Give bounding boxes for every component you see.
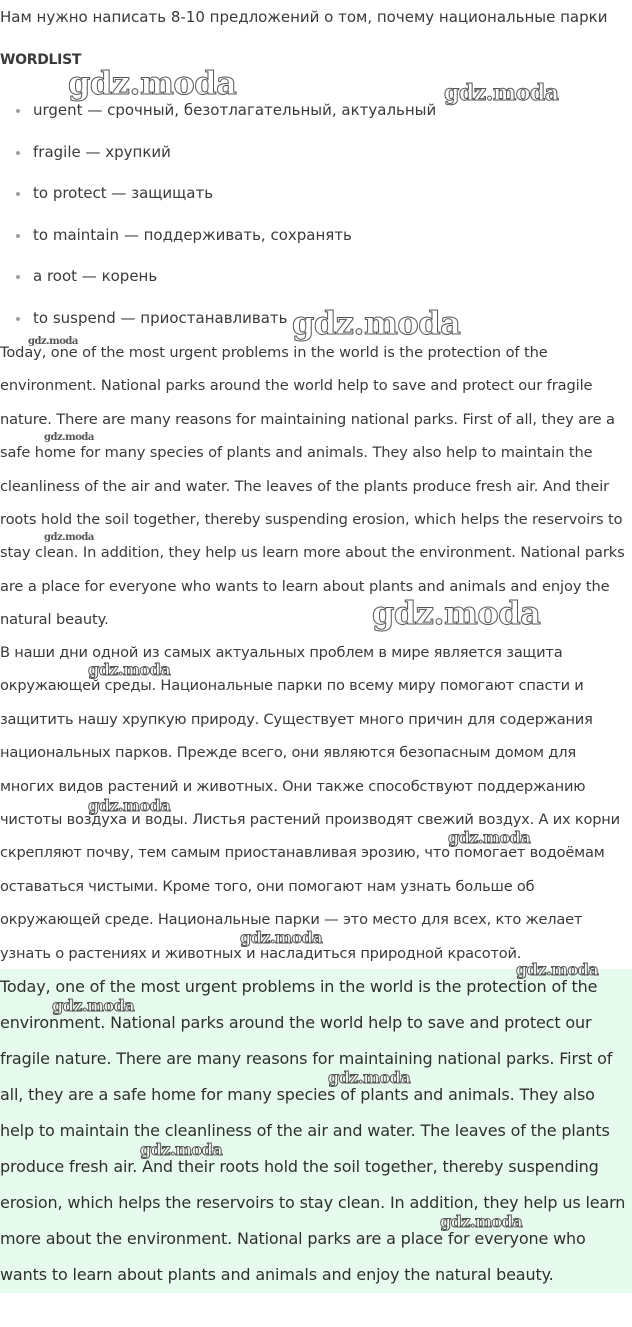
watermark-logo: gdz.moda <box>440 1212 523 1231</box>
wordlist-item <box>16 225 352 245</box>
wordlist-item-text: a root — корень <box>33 267 158 285</box>
watermark-logo: gdz.moda <box>44 432 94 443</box>
watermark-logo: gdz.moda <box>140 1140 223 1159</box>
watermark-logo: gdz.moda <box>28 336 78 347</box>
intro-text: Нам нужно написать 8-10 предложений о том, почему национальные парки <box>0 8 608 26</box>
watermark-logo: gdz.moda <box>516 960 599 979</box>
wordlist-item <box>16 266 157 286</box>
watermark-logo: gdz.moda <box>328 1068 411 1087</box>
wordlist-item-text: to protect — защищать <box>33 184 214 202</box>
watermark-logo: gdz.moda <box>444 80 559 106</box>
essay-english: Today, one of the most urgent problems in the world is the protection of the environment. National parks around the world help to save and protect our fragile nature. There are many reasons for maintaining national parks. First of all, they are a safe home for many species of plants and animals. They also help to maintain the cleanliness of the air and water. The leaves of the plants produce fresh air. And their roots hold the soil together, thereby suspending erosion, which helps the reservoirs to stay clean. In addition, they help us learn more about the environment. National parks are a place for everyone who wants to learn about plants and animals and enjoy the natural beauty. <box>0 344 625 629</box>
watermark-logo: gdz.moda <box>292 304 461 342</box>
wordlist-item-text: to suspend — приостанавливать <box>33 309 288 327</box>
wordlist-item <box>16 183 213 203</box>
watermark-logo: gdz.moda <box>52 996 135 1015</box>
wordlist-title: WORDLIST <box>0 52 82 68</box>
essay-english-highlighted: Today, one of the most urgent problems in the world is the protection of the environment. National parks around the world help to save and protect our fragile nature. There are many reasons for maintaining national parks. First of all, they are a safe home for many species of plants and animals. They also help to maintain the cleanliness of the air and water. The leaves of the plants produce fresh air. And their roots hold the soil together, thereby suspending erosion, which helps the reservoirs to stay clean. In addition, they help us learn more about the environment. National parks are a place for everyone who wants to learn about plants and animals and enjoy the natural beauty. <box>0 977 626 1284</box>
watermark-logo: gdz.moda <box>448 828 531 847</box>
watermark-logo: gdz.moda <box>240 928 323 947</box>
watermark-logo: gdz.moda <box>44 532 94 543</box>
wordlist-item-text: fragile — хрупкий <box>33 143 171 161</box>
wordlist-item-text: urgent — срочный, безотлагательный, актуальный <box>33 101 437 119</box>
wordlist-item <box>16 100 436 120</box>
watermark-logo: gdz.moda <box>372 594 541 632</box>
watermark-logo: gdz.moda <box>68 64 237 102</box>
essay-russian: В наши дни одной из самых актуальных проблем в мире является защита окружающей среды. Национальные парки по всему миру помогают спасти и защитить нашу хрупкую природу. Существует много причин для содержания национальных парков. Прежде всего, они являются безопасным домом для многих видов растений и животных. Они также способствуют поддержанию чистоты воздуха и воды. Листья растений производят свежий воздух. А их корни скрепляют почву, тем самым приостанавливая эрозию, что помогает водоёмам оставаться чистыми. Кроме того, они помогают нам узнать больше об окружающей среде. Национальные парки — это место для всех, кто желает узнать о растениях и животных и насладиться природной красотой. <box>0 644 620 962</box>
wordlist-item-text: to maintain — поддерживать, сохранять <box>33 226 352 244</box>
wordlist-item <box>16 142 171 162</box>
watermark-logo: gdz.moda <box>88 796 171 815</box>
wordlist-item <box>16 308 288 328</box>
watermark-logo: gdz.moda <box>88 660 171 679</box>
